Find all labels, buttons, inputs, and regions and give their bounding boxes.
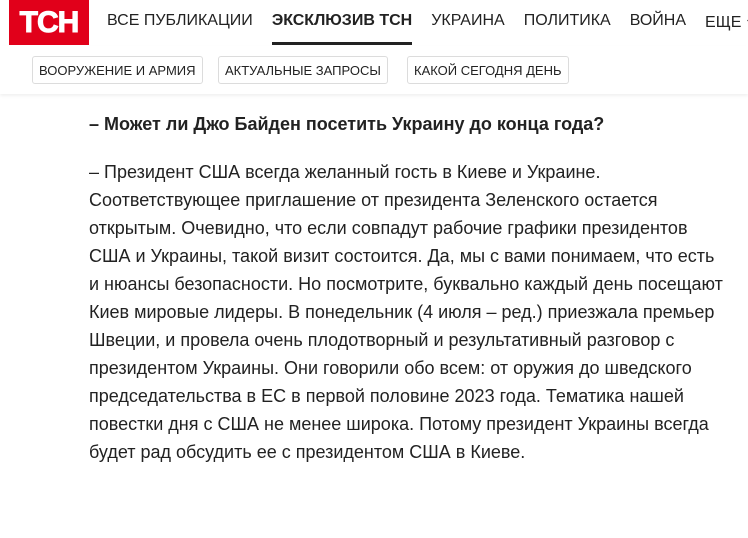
tags-bar (0, 46, 748, 94)
main-nav (107, 0, 748, 45)
interview-question: – Может ли Джо Байден посетить Украину до конца года? (89, 114, 605, 134)
nav-all-publications[interactable]: ВСЕ ПУБЛИКАЦИИ (107, 12, 253, 29)
interview-answer: – Президент США всегда желанный гость в Киеве и Украине. Соответствующее приглашение от президента Зеленского остается открытым. Очевидно, что если совпадут рабочие графики президентов США и Украины, такой визит состоится. Да, мы с вами понимаем, что есть и нюансы безопасности. Но посмотрите, буквально каждый день посещают Киев мировые лидеры. В понедельник (4 июля – ред.) приезжала премьер Швеции, и провела очень плодотворный и результативный разговор с президентом Украины. Они говорили обо всем: от оружия до шведского председательства в ЕС в первой половине 2023 года. Тематика нашей повестки дня с США не менее широка. Потому президент Украины всегда будет рад обсудить ее с президентом США в Киеве. (89, 162, 723, 462)
nav-more-label: ЕЩЕ (705, 13, 742, 31)
tag-actual-queries[interactable]: АКТУАЛЬНЫЕ ЗАПРОСЫ (218, 56, 388, 84)
nav-war[interactable]: ВОЙНА (629, 12, 687, 29)
tag-what-day-today[interactable]: КАКОЙ СЕГОДНЯ ДЕНЬ (407, 56, 569, 84)
tag-weapons-army[interactable]: ВООРУЖЕНИЕ И АРМИЯ (32, 56, 203, 84)
logo-text: ТСН (19, 5, 79, 39)
nav-politics[interactable]: ПОЛИТИКА (523, 12, 611, 29)
tsn-logo[interactable] (9, 0, 89, 45)
nav-ukraine[interactable]: УКРАИНА (431, 12, 505, 29)
nav-more-dropdown[interactable] (705, 0, 748, 45)
top-navigation-bar (0, 0, 748, 47)
article-body (89, 110, 729, 466)
nav-exclusive-tsn[interactable]: ЭКСКЛЮЗИВ ТСН (272, 0, 412, 45)
